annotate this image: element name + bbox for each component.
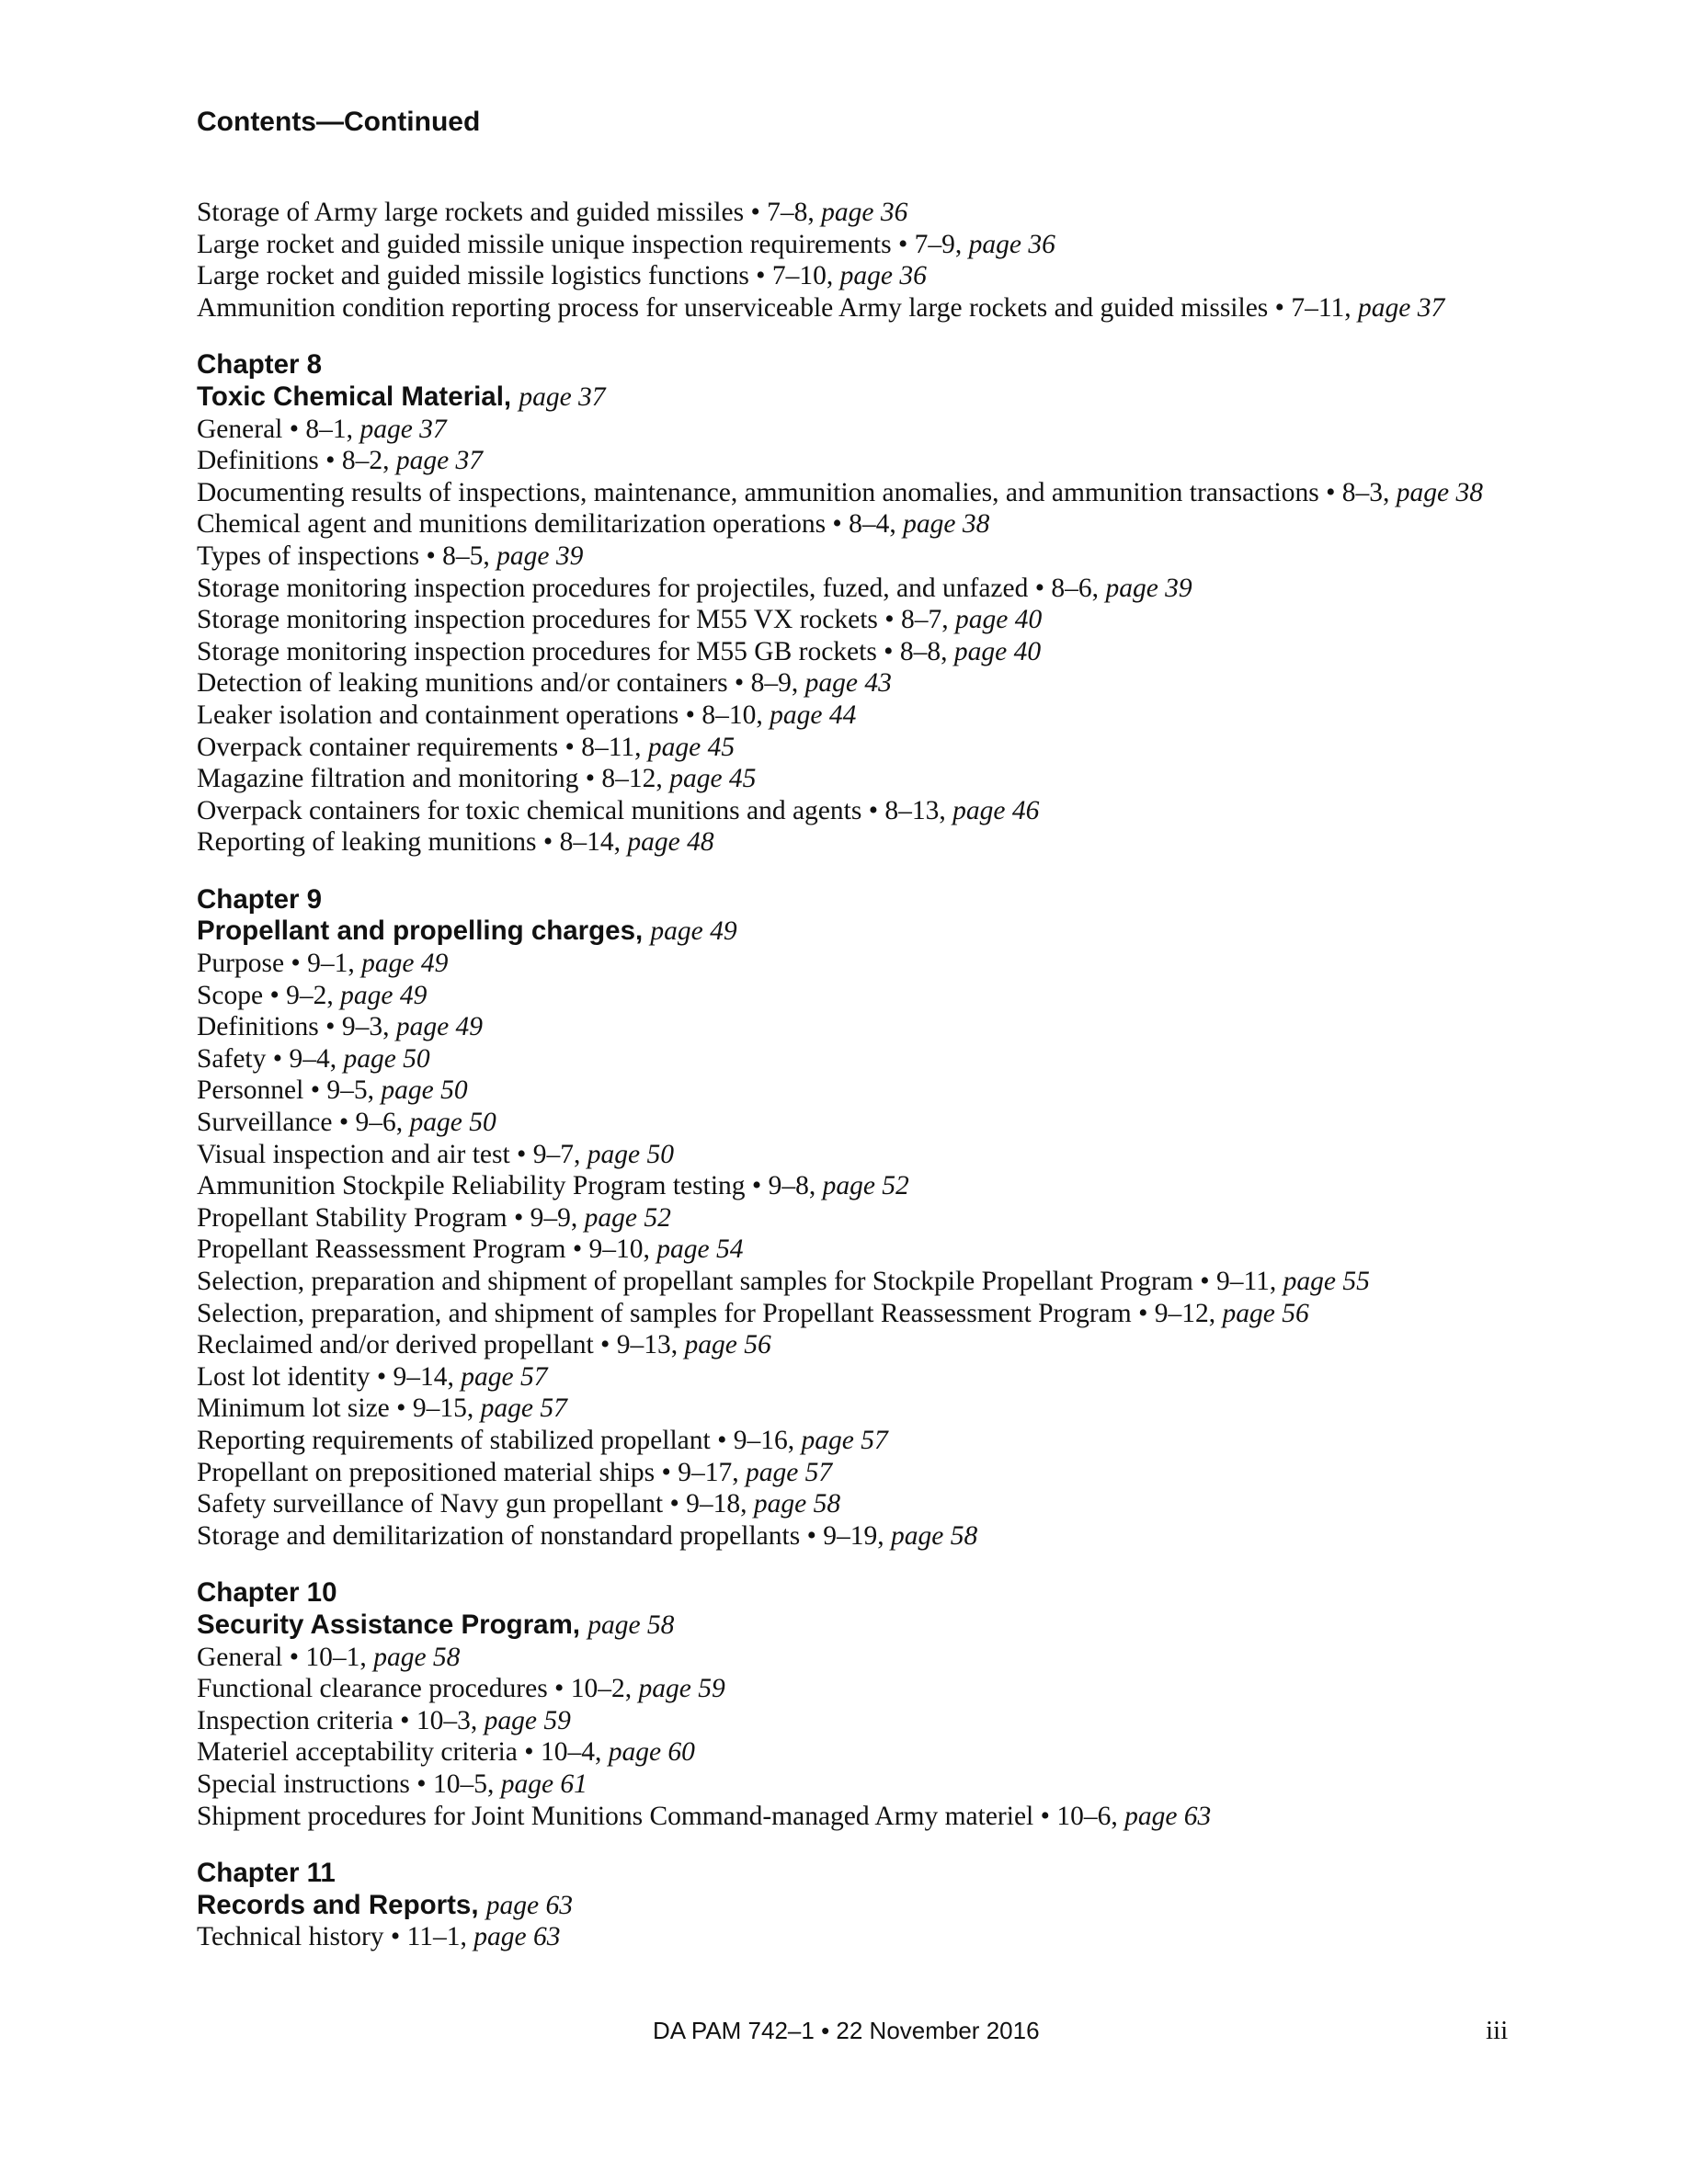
toc-entry (197, 700, 1631, 732)
footer-publication: DA PAM 742–1 • 22 November 2016 (653, 2017, 1040, 2044)
toc-entry-page: page 52 (584, 1202, 671, 1233)
toc-entry-page: page 37 (1358, 292, 1445, 323)
toc-entry-text: Selection, preparation and shipment of propellant samples for Stockpile Propellant Program • 9–11, (197, 1267, 1283, 1296)
chapter-title (197, 381, 1631, 414)
toc-entry-page: page 55 (1283, 1267, 1370, 1296)
toc-entry-page: page 61 (500, 1769, 587, 1799)
toc-entry (197, 1736, 1631, 1769)
toc-entry-text: Documenting results of inspections, maintenance, ammunition anomalies, and ammunition transactions • 8–3, (197, 477, 1397, 507)
toc-entry (197, 1673, 1631, 1705)
toc-entry-page: page 49 (361, 949, 449, 979)
toc-entry-page: page 58 (373, 1642, 461, 1672)
toc-entry-page: page 49 (340, 980, 428, 1010)
toc-entry-text: Selection, preparation, and shipment of samples for Propellant Reassessment Program • 9–12, (197, 1298, 1223, 1328)
toc-entry-page: page 40 (953, 636, 1042, 666)
toc-entry (197, 573, 1631, 605)
toc-entry (197, 1705, 1631, 1737)
toc-entry (197, 948, 1631, 980)
toc-entry-page: page 58 (891, 1520, 978, 1551)
toc-entry-text: Large rocket and guided missile logistics functions • 7–10, (197, 261, 840, 291)
toc-entry (197, 1107, 1631, 1139)
toc-entry-page: page 50 (587, 1139, 674, 1169)
toc-entry (197, 826, 1631, 859)
toc-section (197, 884, 1631, 1552)
toc-entry (197, 636, 1631, 668)
toc-entry (197, 763, 1631, 795)
toc-entry-page: page 39 (1105, 573, 1192, 603)
toc-entry (197, 229, 1631, 261)
toc-entry-page: page 37 (395, 446, 484, 476)
chapter-title-text: Propellant and propelling charges, (197, 916, 644, 947)
toc-entry-page: page 48 (627, 827, 714, 858)
toc-entry-text: Ammunition Stockpile Reliability Program testing • 9–8, (197, 1171, 823, 1201)
toc-entry-page: page 63 (473, 1922, 561, 1952)
toc-entry-text: General • 10–1, (197, 1642, 374, 1672)
toc-entry-page: page 56 (684, 1330, 771, 1360)
chapter-title-text: Toxic Chemical Material, (197, 381, 512, 412)
toc-entry (197, 292, 1631, 324)
toc-entry-text: Visual inspection and air test • 9–7, (197, 1139, 587, 1169)
toc-entry (197, 477, 1631, 509)
toc-entry-text: Surveillance • 9–6, (197, 1108, 410, 1138)
toc-entry (197, 1011, 1631, 1043)
toc-entry-page: page 52 (822, 1171, 909, 1201)
toc-section (197, 197, 1631, 324)
table-of-contents (197, 197, 1631, 1953)
toc-entry-text: Propellant Stability Program • 9–9, (197, 1202, 585, 1233)
toc-entry (197, 508, 1631, 540)
toc-entry-page: page 46 (952, 795, 1040, 825)
toc-entry-text: Purpose • 9–1, (197, 949, 362, 979)
toc-section (197, 349, 1631, 859)
toc-entry (197, 445, 1631, 477)
toc-entry (197, 414, 1631, 446)
toc-entry-text: Storage monitoring inspection procedures for M55 VX rockets • 8–7, (197, 605, 955, 635)
toc-entry (197, 732, 1631, 764)
chapter-number: Chapter 9 (197, 883, 323, 915)
toc-entry-page: page 63 (1124, 1801, 1212, 1831)
toc-entry (197, 1520, 1631, 1553)
toc-entry-text: Scope • 9–2, (197, 980, 341, 1010)
toc-entry-text: Shipment procedures for Joint Munitions Command-managed Army materiel • 10–6, (197, 1801, 1125, 1831)
toc-entry-text: Propellant on prepositioned material ships • 9–17, (197, 1457, 746, 1487)
toc-entry (197, 980, 1631, 1012)
toc-entry-page: page 57 (801, 1425, 888, 1455)
toc-entry-text: Special instructions • 10–5, (197, 1769, 501, 1799)
toc-entry (197, 1801, 1631, 1833)
toc-entry (197, 1043, 1631, 1075)
chapter-number: Chapter 10 (197, 1577, 337, 1609)
toc-entry-page: page 36 (839, 261, 927, 291)
chapter-number: Chapter 11 (197, 1858, 336, 1889)
toc-entry-text: Technical history • 11–1, (197, 1922, 474, 1952)
toc-entry-text: Storage and demilitarization of nonstandard propellants • 9–19, (197, 1520, 892, 1551)
toc-entry-text: Leaker isolation and containment operations • 8–10, (197, 700, 770, 730)
toc-section (197, 1577, 1631, 1832)
toc-entry-page: page 57 (480, 1393, 567, 1424)
toc-entry-page: page 50 (381, 1075, 468, 1106)
toc-entry-text: Personnel • 9–5, (197, 1075, 382, 1106)
toc-entry-text: Storage monitoring inspection procedures for M55 GB rockets • 8–8, (197, 636, 954, 666)
toc-entry-page: page 59 (484, 1705, 571, 1735)
toc-entry (197, 795, 1631, 827)
toc-entry (197, 197, 1631, 229)
toc-entry-text: Reclaimed and/or derived propellant • 9–13, (197, 1330, 685, 1360)
chapter-page-ref: page 49 (650, 916, 737, 947)
chapter-page-ref: page 63 (485, 1890, 573, 1920)
toc-entry-text: Inspection criteria • 10–3, (197, 1705, 485, 1735)
toc-entry (197, 1170, 1631, 1202)
toc-entry-page: page 60 (608, 1737, 695, 1768)
toc-entry-text: Ammunition condition reporting process for unserviceable Army large rockets and guided missiles • 7–11, (197, 292, 1358, 323)
toc-entry-text: Detection of leaking munitions and/or containers • 8–9, (197, 668, 805, 699)
toc-entry-page: page 38 (903, 509, 990, 540)
toc-entry-text: Reporting requirements of stabilized propellant • 9–16, (197, 1425, 802, 1455)
toc-entry (197, 1642, 1631, 1674)
toc-entry-text: Magazine filtration and monitoring • 8–12, (197, 764, 670, 794)
toc-entry-text: Overpack container requirements • 8–11, (197, 732, 648, 762)
toc-entry-page: page 54 (656, 1234, 744, 1265)
toc-entry-text: Large rocket and guided missile unique inspection requirements • 7–9, (197, 229, 969, 259)
chapter-title (197, 1610, 1631, 1642)
toc-entry (197, 1425, 1631, 1457)
toc-entry-text: Functional clearance procedures • 10–2, (197, 1674, 639, 1704)
toc-entry-text: Safety • 9–4, (197, 1043, 344, 1074)
toc-entry-page: page 50 (343, 1043, 430, 1074)
toc-entry-page: page 45 (669, 764, 757, 794)
toc-entry-page: page 49 (395, 1012, 484, 1042)
toc-entry-page: page 37 (359, 414, 447, 444)
toc-entry (197, 1488, 1631, 1520)
toc-entry (197, 604, 1631, 636)
toc-entry-text: Materiel acceptability criteria • 10–4, (197, 1737, 609, 1768)
toc-entry-page: page 44 (770, 700, 857, 730)
toc-section (197, 1858, 1631, 1953)
toc-entry (197, 1234, 1631, 1266)
toc-entry-text: General • 8–1, (197, 414, 360, 444)
chapter-number: Chapter 8 (197, 349, 323, 381)
toc-entry-page: page 57 (745, 1457, 833, 1487)
toc-entry-page: page 59 (638, 1674, 725, 1704)
toc-entry-page: page 36 (968, 229, 1055, 259)
chapter-page-ref: page 37 (519, 381, 606, 412)
toc-entry-text: Definitions • 8–2, (197, 446, 396, 476)
toc-entry (197, 667, 1631, 700)
toc-entry (197, 260, 1631, 292)
toc-entry-page: page 57 (461, 1361, 548, 1392)
toc-entry (197, 540, 1631, 573)
toc-entry-text: Minimum lot size • 9–15, (197, 1393, 481, 1424)
chapter-title-text: Security Assistance Program, (197, 1609, 581, 1640)
chapter-page-ref: page 58 (587, 1610, 675, 1640)
toc-entry-text: Reporting of leaking munitions • 8–14, (197, 827, 628, 858)
toc-entry-page: page 39 (496, 540, 584, 571)
toc-entry-text: Overpack containers for toxic chemical munitions and agents • 8–13, (197, 795, 953, 825)
toc-entry (197, 1361, 1631, 1393)
toc-entry-page: page 40 (954, 605, 1043, 635)
toc-entry-text: Definitions • 9–3, (197, 1012, 396, 1042)
toc-entry (197, 1921, 1631, 1953)
toc-entry-text: Types of inspections • 8–5, (197, 540, 497, 571)
toc-entry-text: Chemical agent and munitions demilitarization operations • 8–4, (197, 509, 904, 540)
toc-entry (197, 1393, 1631, 1425)
toc-entry-page: page 56 (1222, 1298, 1309, 1328)
toc-entry (197, 1139, 1631, 1171)
toc-entry-text: Safety surveillance of Navy gun propellant • 9–18, (197, 1489, 754, 1519)
toc-entry-text: Storage monitoring inspection procedures for projectiles, fuzed, and unfazed • 8–6, (197, 573, 1106, 603)
toc-entry (197, 1457, 1631, 1489)
toc-entry-page: page 50 (409, 1108, 496, 1138)
toc-entry-text: Storage of Army large rockets and guided missiles • 7–8, (197, 198, 822, 227)
toc-entry (197, 1075, 1631, 1107)
toc-entry (197, 1298, 1631, 1330)
toc-entry (197, 1329, 1631, 1361)
toc-entry (197, 1769, 1631, 1801)
chapter-title (197, 1890, 1631, 1922)
chapter-title-text: Records and Reports, (197, 1889, 479, 1920)
toc-entry-page: page 58 (753, 1489, 841, 1519)
toc-entry (197, 1266, 1631, 1298)
toc-entry-page: page 45 (647, 732, 736, 762)
contents-header: Contents—Continued (197, 107, 481, 137)
toc-entry-page: page 43 (804, 668, 892, 699)
toc-entry-text: Propellant Reassessment Program • 9–10, (197, 1234, 657, 1265)
chapter-title (197, 916, 1631, 948)
page-number: iii (1486, 2016, 1509, 2045)
toc-entry-page: page 38 (1396, 477, 1484, 507)
toc-entry-text: Lost lot identity • 9–14, (197, 1361, 462, 1392)
toc-entry (197, 1202, 1631, 1234)
toc-entry-page: page 36 (821, 198, 908, 227)
